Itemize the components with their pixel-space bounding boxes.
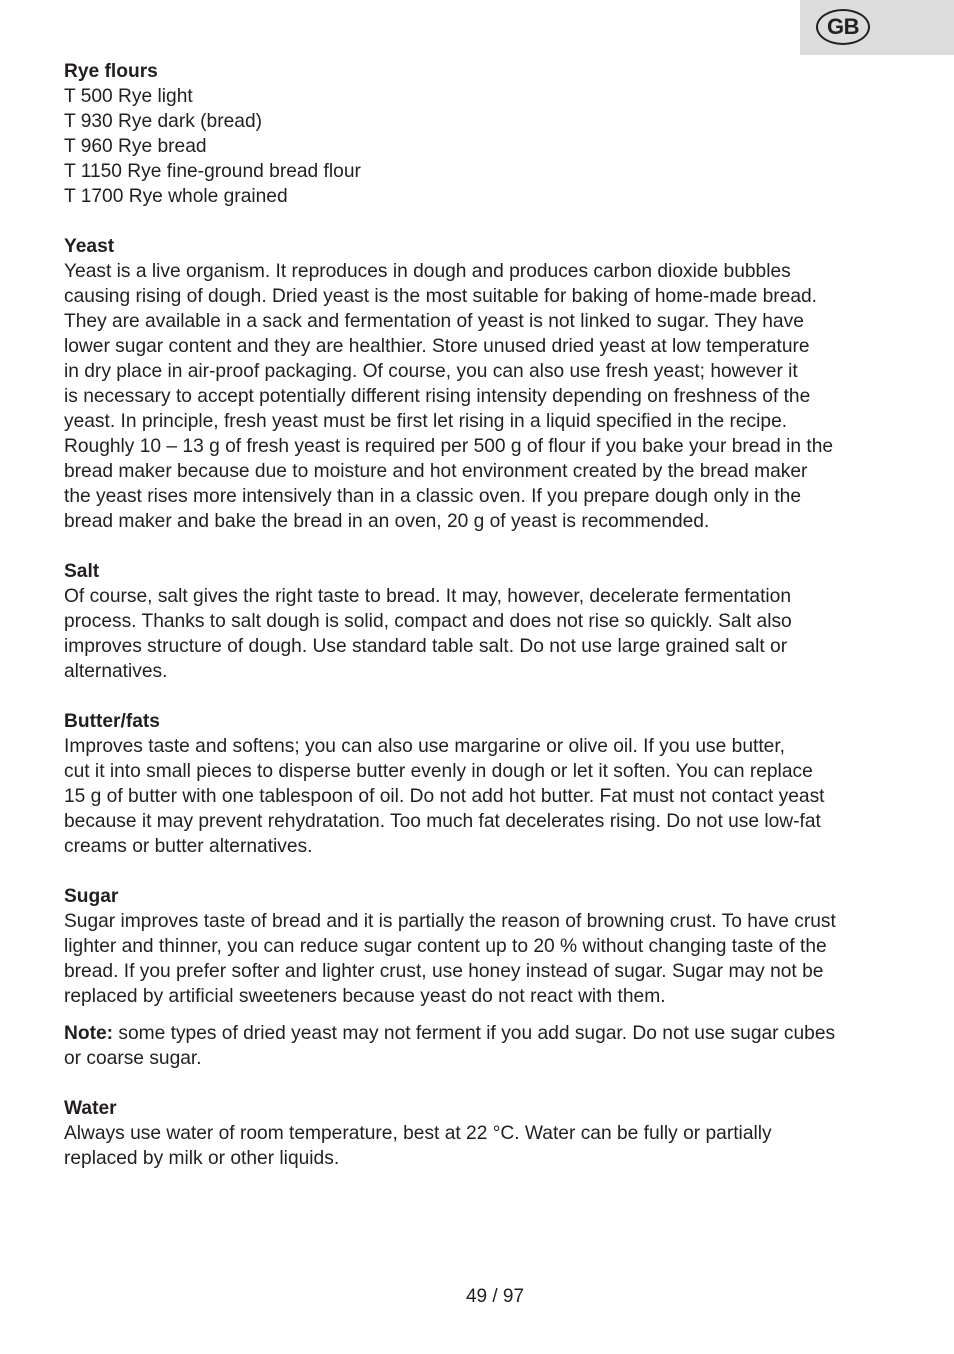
section-butter-fats [64,709,894,859]
flour-type-item: T 930 Rye dark (bread) [64,111,263,132]
section-heading: Yeast [64,236,115,257]
language-tab [800,0,954,55]
note-label: Note: [64,1023,114,1044]
section-heading: Sugar [64,886,119,907]
flour-type-item: T 960 Rye bread [64,136,207,157]
paragraph-line: lighter and thinner, you can reduce sugar content up to 20 % without changing taste of the [64,936,827,957]
paragraph-line: Yeast is a live organism. It reproduces in dough and produces carbon dioxide bubbles [64,261,791,282]
note-line: or coarse sugar. [64,1048,202,1069]
section-yeast [64,234,894,534]
paragraph-line: Roughly 10 – 13 g of fresh yeast is required per 500 g of flour if you bake your bread in the [64,436,834,457]
paragraph-line: yeast. In principle, fresh yeast must be first let rising in a liquid specified in the recipe. [64,411,788,432]
section-heading: Water [64,1098,117,1119]
note-text: some types of dried yeast may not ferment if you add sugar. Do not use sugar cubes [113,1023,836,1044]
paragraph-line: the yeast rises more intensively than in a classic oven. If you prepare dough only in the [64,486,801,507]
section-heading: Rye flours [64,61,158,82]
language-badge: GB [816,9,870,45]
section-heading: Salt [64,561,100,582]
paragraph-line: replaced by milk or other liquids. [64,1148,340,1169]
paragraph-line: in dry place in air-proof packaging. Of course, you can also use fresh yeast; however it [64,361,798,382]
section-heading: Butter/fats [64,711,160,732]
paragraph-line: alternatives. [64,661,168,682]
document-body [64,59,894,1196]
section-water [64,1096,894,1171]
paragraph-line: Always use water of room temperature, best at 22 °C. Water can be fully or partially [64,1123,772,1144]
paragraph-line: bread maker and bake the bread in an oven, 20 g of yeast is recommended. [64,511,710,532]
paragraph-line: Sugar improves taste of bread and it is partially the reason of browning crust. To have crust [64,911,836,932]
paragraph-line: replaced by artificial sweeteners because yeast do not react with them. [64,986,666,1007]
page-number: 49 / 97 [465,1286,525,1307]
paragraph-line: process. Thanks to salt dough is solid, compact and does not rise so quickly. Salt also [64,611,792,632]
paragraph-line: cut it into small pieces to disperse butter evenly in dough or let it soften. You can replace [64,761,813,782]
paragraph-line: causing rising of dough. Dried yeast is the most suitable for baking of home-made bread. [64,286,817,307]
sugar-note [64,1021,894,1071]
paragraph-line: improves structure of dough. Use standard table salt. Do not use large grained salt or [64,636,788,657]
paragraph-line: is necessary to accept potentially different rising intensity depending on freshness of the [64,386,811,407]
paragraph-line: lower sugar content and they are healthier. Store unused dried yeast at low temperature [64,336,810,357]
section-rye-flours [64,59,894,209]
flour-type-item: T 1700 Rye whole grained [64,186,288,207]
section-sugar [64,884,894,1009]
paragraph-line: creams or butter alternatives. [64,836,313,857]
flour-type-item: T 500 Rye light [64,86,193,107]
section-salt [64,559,894,684]
paragraph-line: 15 g of butter with one tablespoon of oil. Do not add hot butter. Fat must not contact yeast [64,786,825,807]
note-line [64,1021,894,1046]
paragraph-line: bread. If you prefer softer and lighter crust, use honey instead of sugar. Sugar may not be [64,961,824,982]
paragraph-line: Improves taste and softens; you can also use margarine or olive oil. If you use butter, [64,736,785,757]
paragraph-line: because it may prevent rehydratation. Too much fat decelerates rising. Do not use low-fat [64,811,821,832]
paragraph-line: Of course, salt gives the right taste to bread. It may, however, decelerate fermentation [64,586,792,607]
flour-type-item: T 1150 Rye fine-ground bread flour [64,161,361,182]
paragraph-line: bread maker because due to moisture and hot environment created by the bread maker [64,461,808,482]
paragraph-line: They are available in a sack and fermentation of yeast is not linked to sugar. They have [64,311,804,332]
